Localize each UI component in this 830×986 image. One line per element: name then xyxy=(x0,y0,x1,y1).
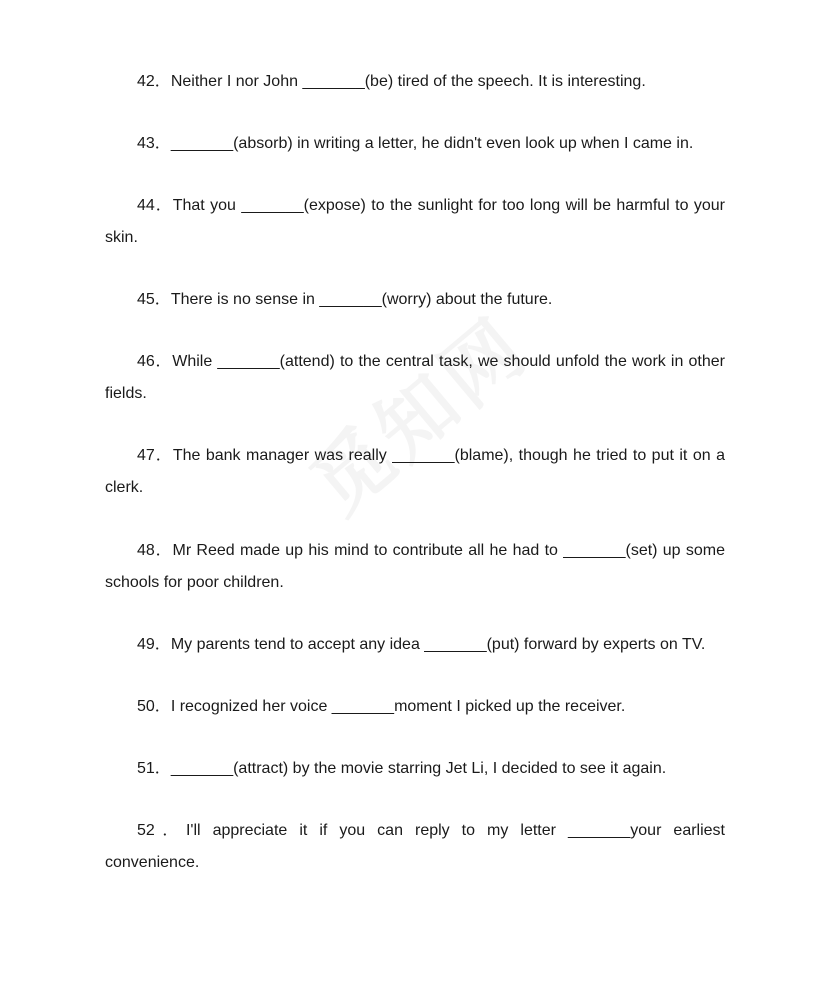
question-text: I'll appreciate it if you can reply to my letter _______your earliest convenience. xyxy=(105,822,725,871)
question-text: That you _______(expose) to the sunlight for too long will be harmful to your skin. xyxy=(105,197,725,246)
question-50 xyxy=(105,691,725,723)
question-number: 51． xyxy=(137,760,171,777)
question-text: While _______(attend) to the central task, we should unfold the work in other fields. xyxy=(105,353,725,402)
question-number: 52． xyxy=(137,822,186,839)
question-text: Mr Reed made up his mind to contribute all he had to _______(set) up some schools for poor children. xyxy=(105,542,725,591)
question-number: 49． xyxy=(137,636,171,653)
question-text: I recognized her voice _______moment I picked up the receiver. xyxy=(170,698,626,715)
question-number: 47． xyxy=(137,447,173,464)
question-45 xyxy=(105,284,725,316)
question-number: 43． xyxy=(137,135,171,152)
question-42 xyxy=(105,66,725,98)
question-47 xyxy=(105,440,725,504)
question-49 xyxy=(105,629,725,661)
question-text: _______(absorb) in writing a letter, he didn't even look up when I came in. xyxy=(170,135,694,152)
question-number: 44． xyxy=(137,197,173,214)
question-46 xyxy=(105,346,725,410)
question-52 xyxy=(105,815,725,879)
question-text: Neither I nor John _______(be) tired of the speech. It is interesting. xyxy=(170,73,646,90)
question-number: 50． xyxy=(137,698,171,715)
question-number: 45． xyxy=(137,291,171,308)
question-48 xyxy=(105,535,725,599)
question-43 xyxy=(105,128,725,160)
question-44 xyxy=(105,190,725,254)
question-number: 48． xyxy=(137,542,173,559)
question-text: _______(attract) by the movie starring Jet Li, I decided to see it again. xyxy=(170,760,667,777)
question-51 xyxy=(105,753,725,785)
question-number: 46． xyxy=(137,353,173,370)
question-text: My parents tend to accept any idea _______(put) forward by experts on TV. xyxy=(170,636,706,653)
question-text: The bank manager was really _______(blame), though he tried to put it on a clerk. xyxy=(105,447,725,496)
question-text: There is no sense in _______(worry) about the future. xyxy=(170,291,553,308)
question-number: 42． xyxy=(137,73,171,90)
